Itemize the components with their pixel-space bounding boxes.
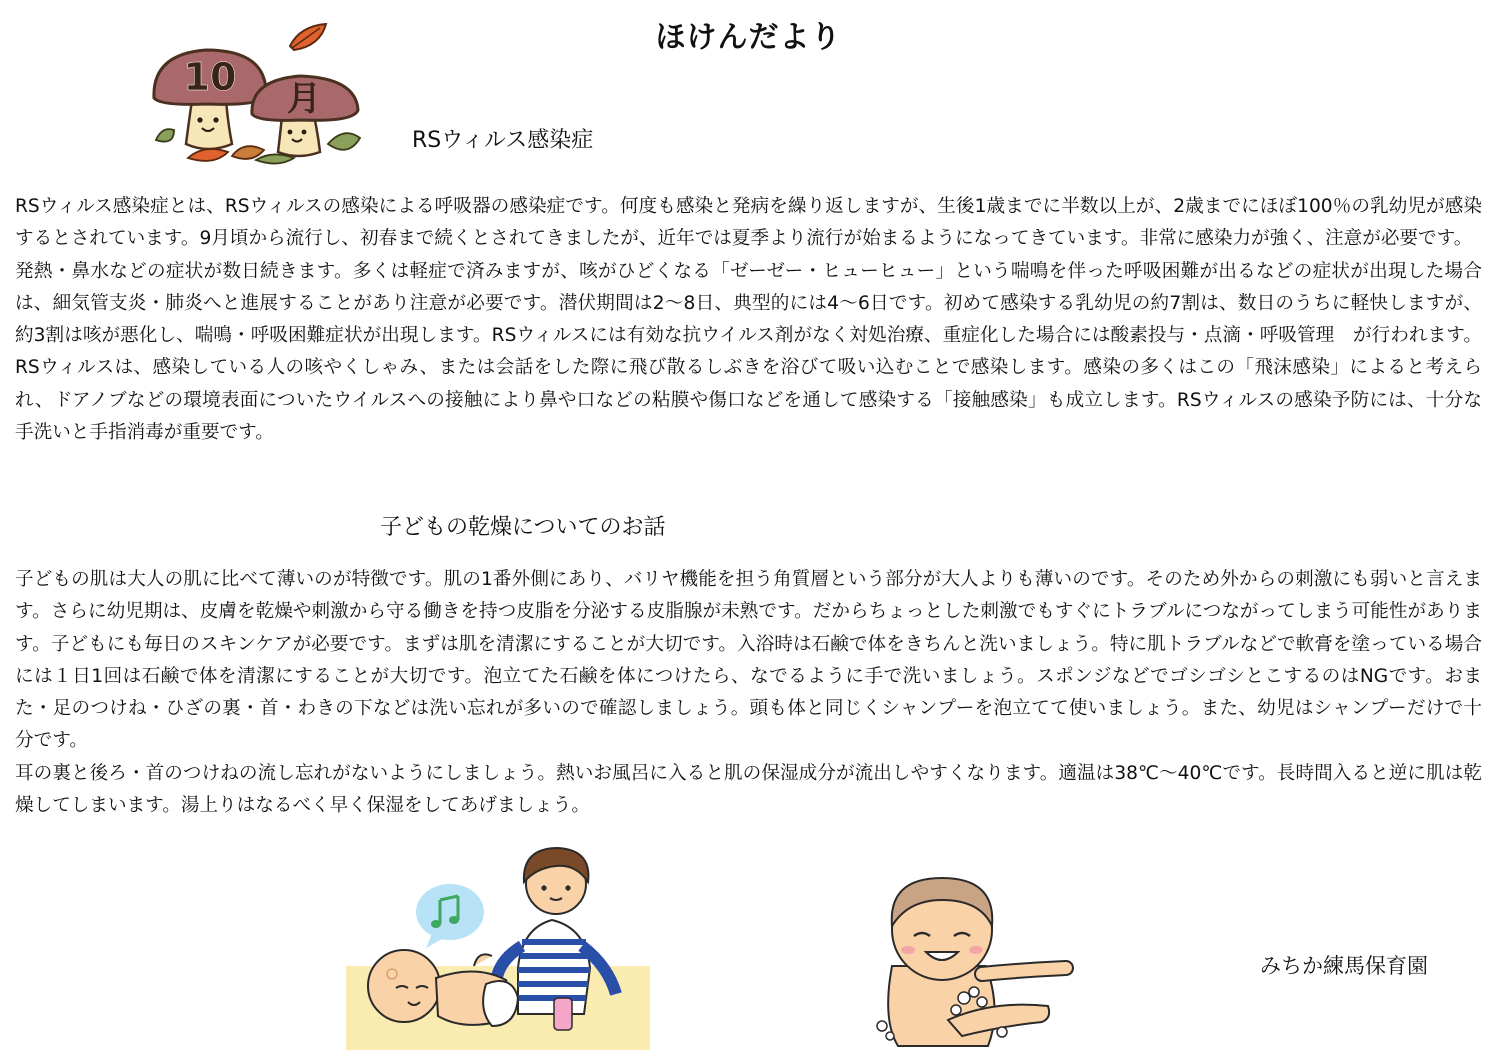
section-body-dry-skin	[15, 564, 1482, 822]
paragraph: 発熱・鼻水などの症状が数日続きます。多くは軽症で済みますが、咳がひどくなる「ゼーゼー・ヒューヒュー」という喘鳴を伴った呼吸困難が出るなどの症状が出現した場合は、細気管支炎・肺炎へと進展することがあり注意が必要です。潜伏期間は2～8日、典型的には4～6日です。初めて感染する乳幼児の約7割は、数日のうちに軽快しますが、約3割は咳が悪化し、喘鳴・呼吸困難症状が出現します。RSウィルスには有効な抗ウイルス剤がなく対処治療、重症化した場合には酸素投与・点滴・呼吸管理 が行われます。RSウィルスは、感染している人の咳やくしゃみ、または会話をした際に飛び散るしぶきを浴びて吸い込むことで感染します。感染の多くはこの「飛沫感染」によると考えられ、ドアノブなどの環境表面についたウイルスへの接触により鼻や口などの粘膜や傷口などを通して感染する「接触感染」も成立します。RSウィルスの感染予防には、十分な手洗いと手指消毒が重要です。	[15, 260, 1482, 444]
bath-child-illustration	[852, 870, 1074, 1048]
baby-figure	[368, 950, 518, 1026]
newsletter-title-text: ほけんだより	[655, 20, 842, 55]
lotion-bottle-icon	[554, 998, 572, 1030]
paragraph: RSウィルス感染症とは、RSウィルスの感染による呼吸器の感染症です。何度も感染と発病を繰り返しますが、生後1歳までに半数以上が、2歳までにほぼ100％の乳幼児が感染するとされています。9月頃から流行し、初春まで続くとされてきましたが、近年では夏季より流行が始まるようになってきています。非常に感染力が強く、注意が必要です。	[15, 196, 1482, 250]
falling-leaf-icon	[290, 24, 326, 50]
month-number: 10	[183, 55, 237, 99]
month-mushroom-illustration	[148, 18, 368, 166]
section-body-rs-virus	[15, 191, 1482, 449]
month-unit: 月	[287, 79, 321, 119]
section-heading-dry-skin: 子どもの乾燥についてのお話	[380, 515, 666, 540]
paragraph: 耳の裏と後ろ・首のつけねの流し忘れがないようにしましょう。熱いお風呂に入ると肌の保湿成分が流出しやすくなります。適温は38℃～40℃です。長時間入ると逆に肌は乾燥してしまいます。湯上りはなるべく早く保湿をしてあげましょう。	[15, 762, 1482, 817]
school-name: みちか練馬保育園	[1260, 954, 1428, 978]
section-heading-rs-virus: RSウィルス感染症	[412, 128, 594, 153]
music-note-icon	[416, 884, 484, 948]
paragraph: 子どもの肌は大人の肌に比べて薄いのが特徴です。肌の1番外側にあり、バリヤ機能を担う角質層という部分が大人よりも薄いのです。そのため外からの刺激にも弱いと言えます。さらに幼児期は、皮膚を乾燥や刺激から守る働きを持つ皮脂を分泌する皮脂腺が未熟です。だからちょっとした刺激でもすぐにトラブルにつながってしまう可能性があります。子どもにも毎日のスキンケアが必要です。まずは肌を清潔にすることが大切です。入浴時は石鹸で体をきちんと洗いましょう。特に肌トラブルなどで軟膏を塗っている場合には１日1回は石鹸で体を清潔にすることが大切です。泡立てた石鹸を体につけたら、なでるように手で洗いましょう。スポンジなどでゴシゴシとこするのはNGです。おまた・足のつけね・ひざの裏・首・わきの下などは洗い忘れが多いので確認しましょう。頭も体と同じくシャンプーを泡立てて使いましょう。また、幼児はシャンプーだけで十分です。	[15, 569, 1482, 752]
baby-skincare-illustration	[346, 838, 650, 1050]
